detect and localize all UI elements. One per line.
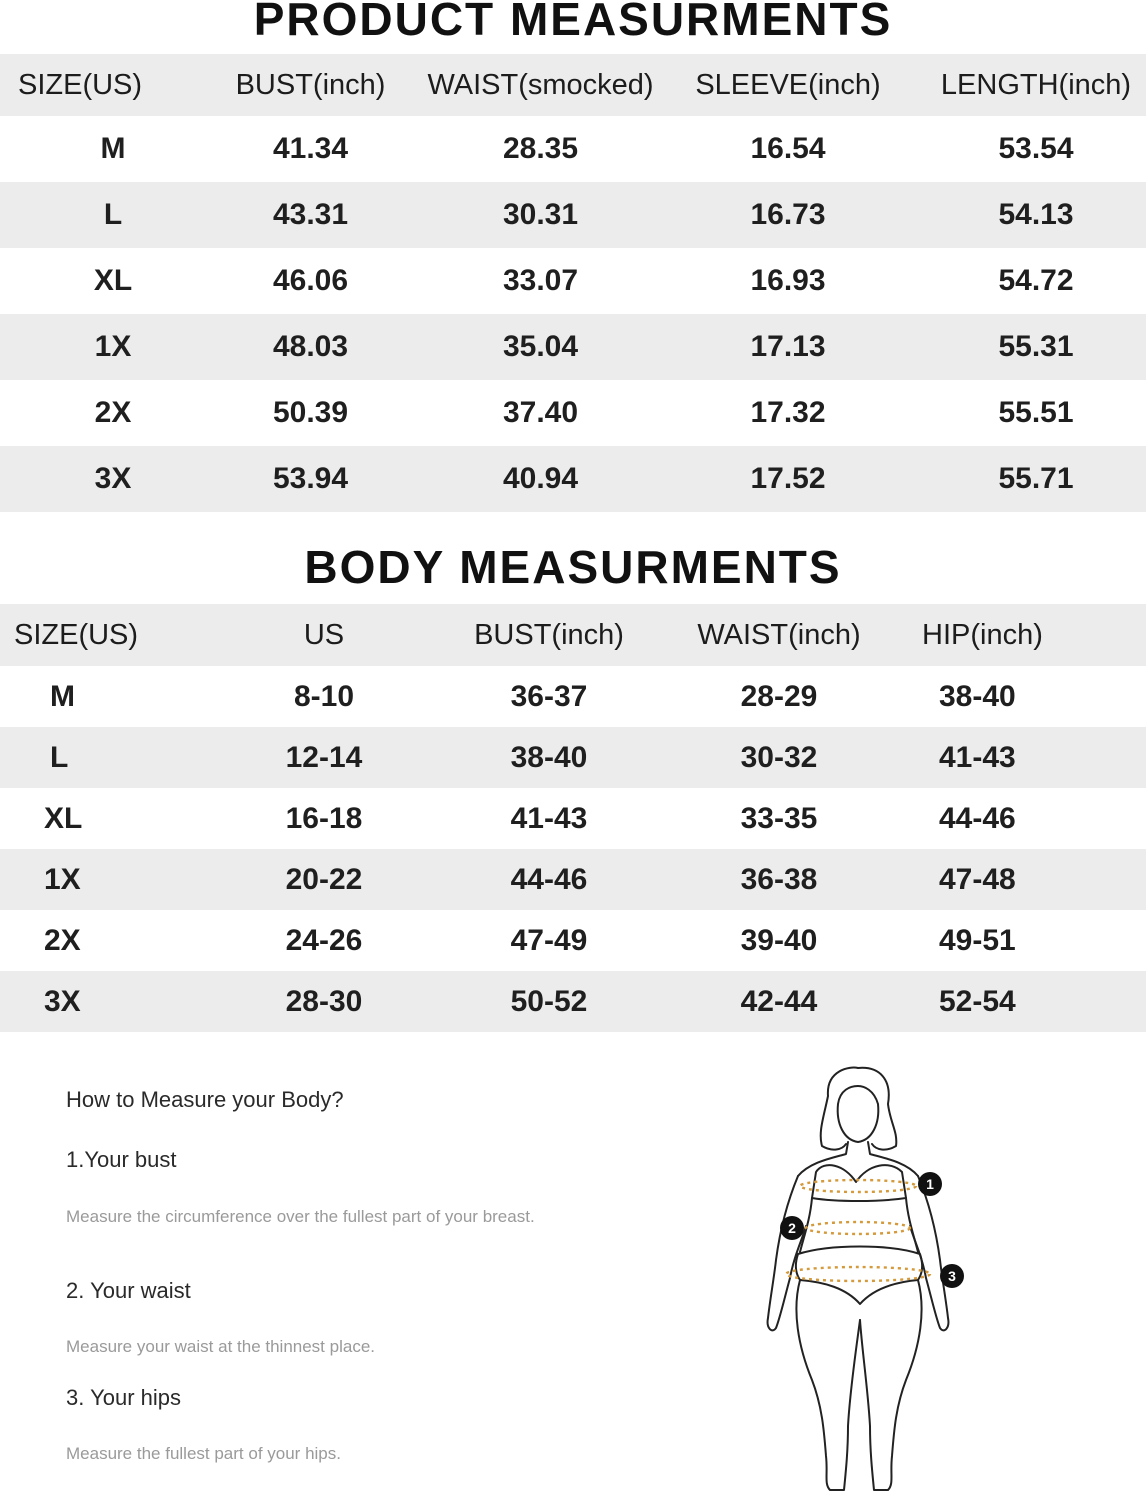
bust-cell: 38-40	[434, 727, 664, 788]
bust-step-label: 1.Your bust	[66, 1147, 177, 1172]
table-row	[0, 971, 1146, 1032]
header-sleeve: SLEEVE(inch)	[668, 54, 908, 116]
bottom-garment	[796, 1247, 922, 1305]
header-us: US	[214, 604, 434, 666]
bust-cell: 50.39	[272, 396, 349, 429]
waist-cell: 33.07	[502, 264, 579, 297]
header-hip: HIP(inch)	[894, 604, 1146, 666]
table-row	[0, 182, 1146, 248]
bust-cell: 41-43	[510, 801, 588, 835]
left-leg	[796, 1280, 860, 1490]
length-cell: 54.13	[908, 182, 1146, 248]
bust-cell: 53.94	[208, 446, 413, 512]
length-cell: 55.51	[998, 396, 1074, 429]
waist-measure-line	[806, 1222, 910, 1234]
sleeve-cell: 17.32	[750, 396, 826, 429]
table-row	[0, 788, 1146, 849]
sleeve-cell: 17.13	[668, 314, 908, 380]
hip-cell: 44-46	[939, 801, 1016, 835]
bust-cell: 46.06	[272, 264, 349, 297]
bust-measure-line	[800, 1180, 916, 1192]
header-length: LENGTH(inch)	[908, 54, 1146, 116]
table-row	[0, 116, 1146, 182]
face-shape	[838, 1086, 879, 1142]
sleeve-cell: 16.93	[750, 264, 826, 297]
length-cell: 54.72	[998, 264, 1074, 297]
hips-step-label: 3. Your hips	[66, 1385, 181, 1410]
bust-cell: 48.03	[208, 314, 413, 380]
us-cell: 20-22	[214, 849, 434, 910]
table-row	[0, 248, 1146, 314]
us-cell: 12-14	[214, 727, 434, 788]
hip-cell: 49-51	[939, 923, 1016, 957]
us-cell: 28-30	[214, 971, 434, 1032]
waist-cell: 33-35	[740, 801, 818, 835]
sleeve-cell: 16.54	[750, 132, 826, 165]
header-size: SIZE(US)	[0, 604, 214, 666]
table-header-row	[0, 604, 1146, 666]
size-cell: 3X	[0, 971, 214, 1032]
table-row	[0, 666, 1146, 727]
guide-title: How to Measure your Body?	[66, 1087, 344, 1112]
table-row	[0, 446, 1146, 512]
bust-cell: 41.34	[272, 132, 349, 165]
marker-3-label: 3	[948, 1268, 956, 1284]
hip-cell: 38-40	[939, 679, 1016, 713]
hips-step-description: Measure the fullest part of your hips.	[66, 1444, 341, 1463]
table-row	[0, 314, 1146, 380]
bust-cell: 50-52	[434, 971, 664, 1032]
size-cell: M	[50, 679, 75, 713]
table-row	[0, 380, 1146, 446]
bust-cell: 43.31	[208, 182, 413, 248]
waist-cell: 42-44	[664, 971, 894, 1032]
size-cell: 1X	[0, 849, 214, 910]
body-measurements-table	[0, 604, 1146, 1032]
marker-1-label: 1	[926, 1176, 934, 1192]
us-cell: 8-10	[293, 679, 355, 713]
us-cell: 16-18	[285, 801, 363, 835]
waist-cell: 40.94	[413, 446, 668, 512]
header-waist: WAIST(inch)	[664, 604, 894, 666]
header-size: SIZE(US)	[0, 54, 208, 116]
header-waist: WAIST(smocked)	[413, 54, 668, 116]
product-measurements-title: PRODUCT MEASURMENTS	[253, 0, 893, 45]
hip-cell: 52-54	[894, 971, 1146, 1032]
body-measurement-figure	[740, 1060, 980, 1500]
size-cell: 3X	[0, 446, 208, 512]
marker-2	[780, 1216, 804, 1240]
waist-step-description: Measure your waist at the thinnest place.	[66, 1337, 375, 1356]
table-row	[0, 910, 1146, 971]
length-cell: 55.31	[908, 314, 1146, 380]
length-cell: 53.54	[998, 132, 1074, 165]
marker-2-label: 2	[788, 1220, 796, 1236]
waist-cell: 35.04	[413, 314, 668, 380]
table-header-row	[0, 54, 1146, 116]
size-cell: XL	[93, 264, 133, 297]
table-row	[0, 727, 1146, 788]
size-cell: XL	[44, 801, 83, 835]
size-cell: L	[0, 727, 214, 788]
body-outline	[768, 1068, 949, 1490]
waist-step-label: 2. Your waist	[66, 1278, 191, 1303]
waist-cell: 37.40	[502, 396, 579, 429]
bust-cell: 47-49	[510, 923, 588, 957]
right-leg	[860, 1280, 922, 1490]
bust-cell: 44-46	[434, 849, 664, 910]
us-cell: 24-26	[285, 923, 363, 957]
torso-sides	[800, 1198, 918, 1252]
sleeve-cell: 17.52	[668, 446, 908, 512]
size-cell: 2X	[44, 923, 81, 957]
hip-cell: 41-43	[894, 727, 1146, 788]
size-cell: 1X	[0, 314, 208, 380]
measurement-lines	[786, 1180, 930, 1281]
waist-cell: 30.31	[413, 182, 668, 248]
hip-measure-line	[786, 1267, 930, 1281]
waist-cell: 28-29	[740, 679, 818, 713]
waist-cell: 28.35	[502, 132, 579, 165]
header-bust: BUST(inch)	[208, 54, 413, 116]
header-bust: BUST(inch)	[434, 604, 664, 666]
length-cell: 55.71	[908, 446, 1146, 512]
size-cell: M	[100, 132, 126, 165]
table-row	[0, 849, 1146, 910]
top-garment	[812, 1165, 906, 1201]
marker-3	[940, 1264, 964, 1288]
marker-1	[918, 1172, 942, 1196]
bust-step-description: Measure the circumference over the fullest part of your breast.	[66, 1207, 535, 1226]
waist-cell: 30-32	[664, 727, 894, 788]
bust-cell: 36-37	[510, 679, 588, 713]
product-measurements-table	[0, 54, 1146, 512]
waist-cell: 36-38	[664, 849, 894, 910]
sleeve-cell: 16.73	[668, 182, 908, 248]
body-measurements-title: BODY MEASURMENTS	[304, 541, 842, 593]
waist-cell: 39-40	[740, 923, 818, 957]
hip-cell: 47-48	[894, 849, 1146, 910]
hair-shape	[821, 1068, 897, 1150]
size-cell: L	[0, 182, 208, 248]
size-cell: 2X	[94, 396, 132, 429]
